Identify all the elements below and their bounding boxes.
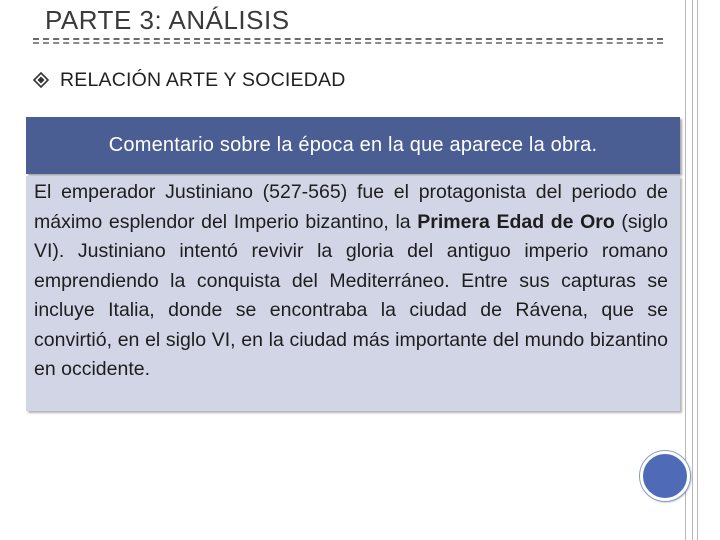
comment-text-part: (siglo VI). Justiniano intentó revivir la gloria del antiguo imperio romano emprendiendo la conquista del Mediterráneo. Entre sus capturas se incluye Italia, donde se encontraba la ciudad de Rávena, que se convirtió, en el siglo VI, en la ciudad más importante del mundo bizantino en occidente. [34,210,668,380]
section-header-text: Comentario sobre la época en la que aparece la obra. [108,134,598,156]
hollow-diamond-bullet-icon [33,72,49,88]
decorative-vertical-rule [692,0,693,540]
decorative-vertical-rule [697,0,698,540]
comment-text-part: El emperador Justiniano (527-565) fue el protagonista del periodo de máximo esplendor del Imperio bizantino, la [34,181,668,233]
title-underline [33,42,663,48]
comment-text-box [26,176,680,411]
decorative-vertical-rule [685,0,686,540]
bullet-item [33,66,345,94]
section-header-box [26,117,680,174]
bullet-text: RELACIÓN ARTE Y SOCIEDAD [60,68,346,91]
comment-paragraph [34,178,668,385]
slide-title: PARTE 3: ANÁLISIS [45,5,290,35]
decorative-circle [640,451,690,501]
comment-highlight: Primera Edad de Oro [417,210,615,233]
